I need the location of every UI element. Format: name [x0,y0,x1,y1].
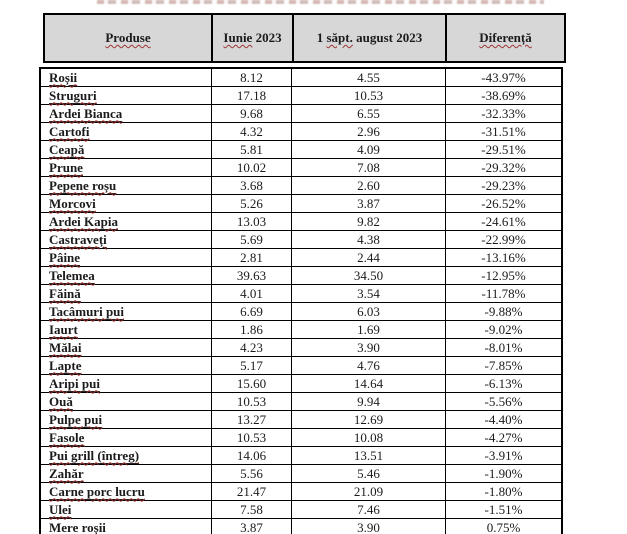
cell-august-2023: 4.55 [292,69,446,86]
cell-produse [41,375,212,392]
cell-august-2023: 3.54 [292,285,446,302]
table-row [41,357,561,375]
cell-iunie-2023: 8.12 [212,69,292,86]
cell-iunie-2023: 2.81 [212,249,292,266]
cell-diferenta: -6.13% [484,375,523,391]
cell-iunie-2023: 5.17 [212,357,292,374]
cell-iunie-2023: 10.53 [212,393,292,410]
cell-august-2023: 5.46 [292,465,446,482]
product-name-text: Pepene roșu [49,177,117,193]
cell-august-2023: 2.44 [292,249,446,266]
cell-produse [41,411,212,428]
product-name-text: Morcovi [49,195,96,211]
cell-diferenta: 0.75% [486,520,521,534]
cell-produse [41,393,212,410]
cell-diferenta: -26.52% [481,195,526,211]
table-row [41,393,561,411]
cell-produse [41,501,212,518]
table-row [41,429,561,447]
product-name [49,430,84,446]
product-name [49,484,145,500]
product-name [49,304,124,320]
product-name-text: Fasole [49,429,85,445]
cell-diferenta: -1.80% [484,483,523,499]
product-name [49,106,122,122]
cell-produse [41,141,212,158]
product-name [49,88,97,104]
cell-produse [41,465,212,482]
header-label-part: Diferență [479,30,532,45]
cell-produse [41,105,212,122]
cell-august-2023: 3.87 [292,195,446,212]
product-name-text: Ceapă [49,141,85,157]
header-label-part: august 2023 [352,30,423,45]
cell-iunie-2023: 5.69 [212,231,292,248]
header-label-part: 2023 [252,30,282,45]
cell-august-2023: 10.08 [292,429,446,446]
product-name [49,322,78,338]
table-row [41,339,561,357]
table-row [41,483,561,501]
product-name [49,520,106,534]
cell-produse [41,447,212,464]
cell-produse [41,87,212,104]
cell-august-2023: 7.08 [292,159,446,176]
table-row [41,267,561,285]
cell-produse [41,231,212,248]
header-cell-0 [45,15,213,61]
cell-diferenta: -38.69% [481,87,526,103]
table-row [41,123,561,141]
product-name-text: Ardei Kapia [49,213,118,229]
product-name-text: Lapte [49,357,82,373]
price-table-body [39,67,563,534]
cell-iunie-2023: 13.03 [212,213,292,230]
cell-produse [41,285,212,302]
cell-august-2023: 4.76 [292,357,446,374]
cell-produse [41,195,212,212]
cell-iunie-2023: 4.32 [212,123,292,140]
cell-produse [41,177,212,194]
table-row [41,69,561,87]
cell-iunie-2023: 21.47 [212,483,292,500]
cell-diferenta: -29.23% [481,177,526,193]
table-row [41,195,561,213]
cell-august-2023: 9.82 [292,213,446,230]
price-table-header-row [43,13,566,63]
cell-diferenta: -22.99% [481,231,526,247]
product-name [49,232,107,248]
cell-diferenta: -9.88% [484,303,523,319]
cell-august-2023: 7.46 [292,501,446,518]
table-row [41,447,561,465]
product-name [49,448,139,464]
cell-diferenta: -12.95% [481,267,526,283]
cell-produse [41,213,212,230]
product-name-text: Ulei [49,501,72,517]
product-name [49,196,96,212]
product-name [49,268,95,284]
table-row [41,465,561,483]
header-cell-1 [213,15,294,61]
product-name [49,376,100,392]
product-name-text: Roșii [49,69,78,85]
cell-produse [41,69,212,86]
cell-august-2023: 1.69 [292,321,446,338]
cell-produse [41,303,212,320]
table-row [41,141,561,159]
cell-august-2023: 14.64 [292,375,446,392]
product-name-text: Telemea [49,267,95,283]
product-name-text: Pâine [49,249,81,265]
cell-iunie-2023: 4.01 [212,285,292,302]
product-name [49,502,71,518]
table-row [41,285,561,303]
cell-diferenta: -4.40% [484,411,523,427]
cell-diferenta: -31.51% [481,123,526,139]
header-label-part: Iunie [223,30,253,45]
table-row [41,159,561,177]
cell-iunie-2023: 10.02 [212,159,292,176]
cell-iunie-2023: 5.81 [212,141,292,158]
product-name-text: Castraveți [49,231,107,247]
header-cell-3 [447,15,564,61]
cell-august-2023: 6.03 [292,303,446,320]
product-name-text: Tacâmuri pui [49,303,125,319]
cell-august-2023: 3.90 [292,519,446,534]
product-name-text: Iaurt [49,321,78,337]
product-name-text: Aripi pui [49,375,100,391]
product-name [49,286,81,302]
product-name-text: Pui grill (întreg) [49,447,140,463]
cell-produse [41,339,212,356]
cell-august-2023: 12.69 [292,411,446,428]
cell-produse [41,483,212,500]
product-name [49,160,83,176]
product-name-text: Cartofi [49,123,90,139]
product-name-text: Prune [49,159,83,175]
product-name [49,340,82,356]
cell-august-2023: 10.53 [292,87,446,104]
cell-produse [41,429,212,446]
cell-iunie-2023: 13.27 [212,411,292,428]
header-label-part: 1 [316,30,327,45]
cell-august-2023: 2.60 [292,177,446,194]
product-name [49,214,118,230]
table-row [41,375,561,393]
table-row [41,501,561,519]
cell-diferenta: -1.90% [484,465,523,481]
product-name [49,142,84,158]
product-name-text: Mălai [49,339,82,355]
cell-iunie-2023: 3.68 [212,177,292,194]
cell-produse [41,159,212,176]
product-name-text: Făină [49,285,81,301]
cell-august-2023: 4.09 [292,141,446,158]
cell-diferenta: -11.78% [481,285,526,301]
table-row [41,303,561,321]
table-row [41,213,561,231]
cell-diferenta: -29.51% [481,141,526,157]
cell-august-2023: 34.50 [292,267,446,284]
cell-diferenta: -43.97% [481,69,526,85]
product-name-text: Carne porc lucru [49,483,145,499]
table-row [41,411,561,429]
cell-iunie-2023: 1.86 [212,321,292,338]
product-name-text: Struguri [49,87,97,103]
table-row [41,249,561,267]
table-row [41,321,561,339]
header-label-part: săpt. [326,30,353,45]
cell-diferenta: -3.91% [484,447,523,463]
cell-produse [41,519,212,534]
product-name [49,466,84,482]
cell-iunie-2023: 5.26 [212,195,292,212]
cell-iunie-2023: 15.60 [212,375,292,392]
cell-diferenta: -1.51% [484,501,523,517]
cell-iunie-2023: 6.69 [212,303,292,320]
cell-produse [41,249,212,266]
cell-diferenta: -5.56% [484,393,523,409]
cell-diferenta: -32.33% [481,105,526,121]
header-label-part: Produse [105,30,151,45]
cell-diferenta: -29.32% [481,159,526,175]
cell-diferenta: -8.01% [484,339,523,355]
cell-diferenta: -24.61% [481,213,526,229]
product-name [49,124,89,140]
cell-iunie-2023: 39.63 [212,267,292,284]
table-row [41,177,561,195]
cell-produse [41,321,212,338]
cell-august-2023: 21.09 [292,483,446,500]
cell-iunie-2023: 3.87 [212,519,292,534]
cell-diferenta: -7.85% [484,357,523,373]
cell-iunie-2023: 9.68 [212,105,292,122]
header-cell-2 [294,15,447,61]
cell-august-2023: 13.51 [292,447,446,464]
cell-diferenta: -13.16% [481,249,526,265]
cell-august-2023: 4.38 [292,231,446,248]
cell-august-2023: 9.94 [292,393,446,410]
product-name-text: Zahăr [49,465,84,481]
product-name-text: Ardei Bianca [49,105,123,121]
cell-august-2023: 2.96 [292,123,446,140]
product-name [49,412,102,428]
cell-produse [41,357,212,374]
cutoff-title-text-remnant [97,0,544,4]
cell-iunie-2023: 4.23 [212,339,292,356]
product-name-text: Pulpe pui [49,411,103,427]
table-row [41,519,561,534]
product-name [49,70,77,86]
cell-iunie-2023: 17.18 [212,87,292,104]
cell-iunie-2023: 10.53 [212,429,292,446]
cell-august-2023: 6.55 [292,105,446,122]
product-name-text: Mere roșii [49,520,106,534]
cell-iunie-2023: 7.58 [212,501,292,518]
cell-iunie-2023: 14.06 [212,447,292,464]
cell-diferenta: -4.27% [484,429,523,445]
table-row [41,231,561,249]
product-name [49,178,116,194]
table-row [41,87,561,105]
product-name [49,250,80,266]
cell-produse [41,267,212,284]
cell-august-2023: 3.90 [292,339,446,356]
cell-iunie-2023: 5.56 [212,465,292,482]
cell-produse [41,123,212,140]
product-name-text: Ouă [49,393,73,409]
table-row [41,105,561,123]
product-name [49,358,82,374]
cell-diferenta: -9.02% [484,321,523,337]
product-name [49,394,73,410]
